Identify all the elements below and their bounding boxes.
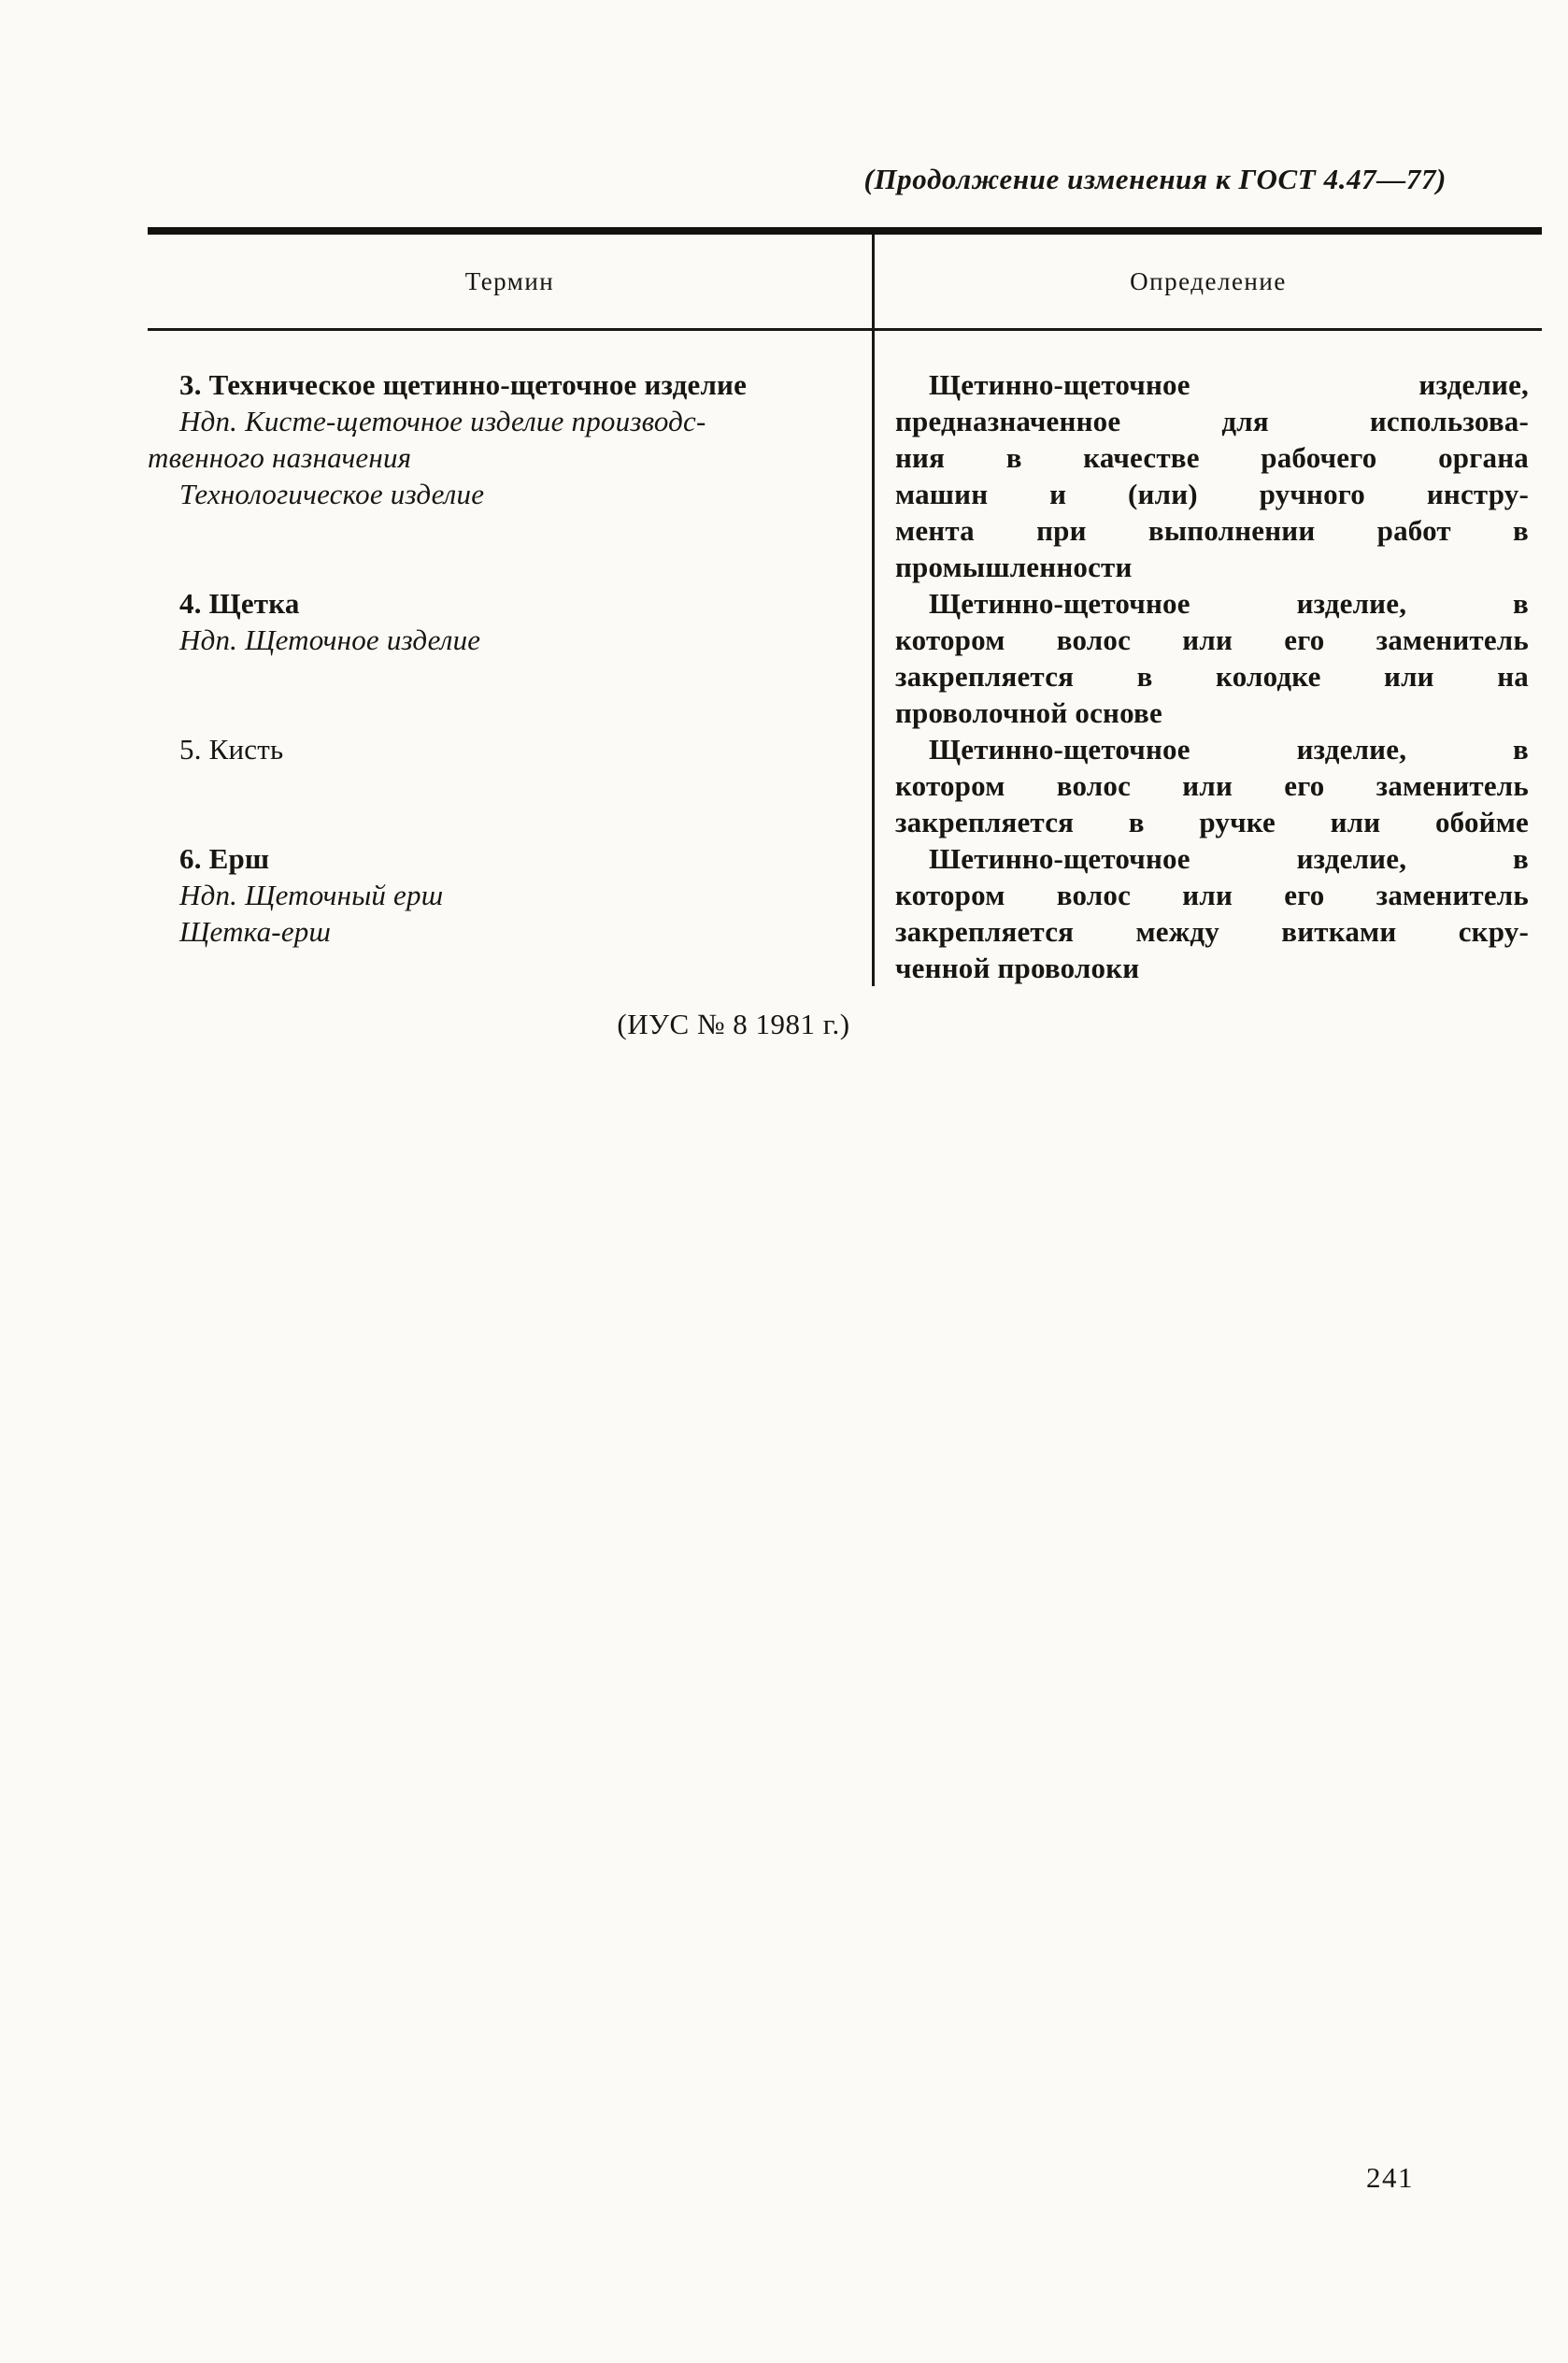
definition-line: закрепляется в ручке или обойме — [895, 806, 1529, 838]
definition-line: машин и (или) ручного инстру- — [895, 478, 1529, 510]
term-line: 3. Техническое щетинно-щеточное изделие — [179, 368, 748, 401]
definition-line: Щетинно-щеточное изделие, в — [929, 587, 1529, 620]
term-line: Ндп. Щеточное изделие — [179, 623, 481, 656]
definition-line: промышленности — [895, 551, 1133, 583]
publication-note: (ИУС № 8 1981 г.) — [617, 1008, 850, 1040]
term-line: 6. Ерш — [179, 842, 270, 875]
table-top-rule — [148, 227, 1542, 235]
term-line: 4. Щетка — [179, 587, 300, 620]
definition-line: проволочной основе — [895, 696, 1162, 729]
definition-line: закрепляется в колодке или на — [895, 660, 1529, 693]
edition-note: (Продолжение изменения к ГОСТ 4.47—77) — [863, 163, 1447, 195]
definition-line: закрепляется между витками скру- — [895, 915, 1529, 948]
term-cell — [148, 331, 872, 585]
column-header-term: Термин — [148, 235, 872, 331]
term-cell — [148, 840, 872, 986]
term-line: Щетка-ерш — [179, 915, 332, 948]
table-grid — [148, 235, 1542, 986]
definition-cell — [872, 731, 1542, 840]
definition-cell — [872, 331, 1542, 585]
definition-line: мента при выполнении работ в — [895, 514, 1529, 547]
term-cell — [148, 731, 872, 840]
definition-line: предназначенное для использова- — [895, 405, 1529, 437]
term-line: Ндп. Кисте-щеточное изделие производс- — [179, 405, 706, 437]
definition-line: Шетинно-щеточное изделие, в — [929, 842, 1529, 875]
term-line: твенного назначения — [148, 441, 412, 474]
definition-line: ния в качестве рабочего органа — [895, 441, 1529, 474]
definition-line: ченной проволоки — [895, 952, 1140, 984]
term-line: Ндп. Щеточный ерш — [179, 879, 444, 911]
definition-line: котором волос или его заменитель — [895, 769, 1529, 802]
term-line: Технологическое изделие — [179, 478, 485, 510]
definition-cell — [872, 585, 1542, 731]
term-cell — [148, 585, 872, 731]
definition-line: котором волос или его заменитель — [895, 623, 1529, 656]
term-line: 5. Кисть — [179, 733, 284, 766]
definition-cell — [872, 840, 1542, 986]
definition-line: котором волос или его заменитель — [895, 879, 1529, 911]
definition-line: Щетинно-щеточное изделие, в — [929, 733, 1529, 766]
definition-line: Щетинно-щеточное изделие, — [929, 368, 1529, 401]
column-header-definition: Определение — [872, 235, 1542, 331]
page-number: 241 — [1366, 2161, 1414, 2194]
terms-table — [148, 227, 1542, 986]
